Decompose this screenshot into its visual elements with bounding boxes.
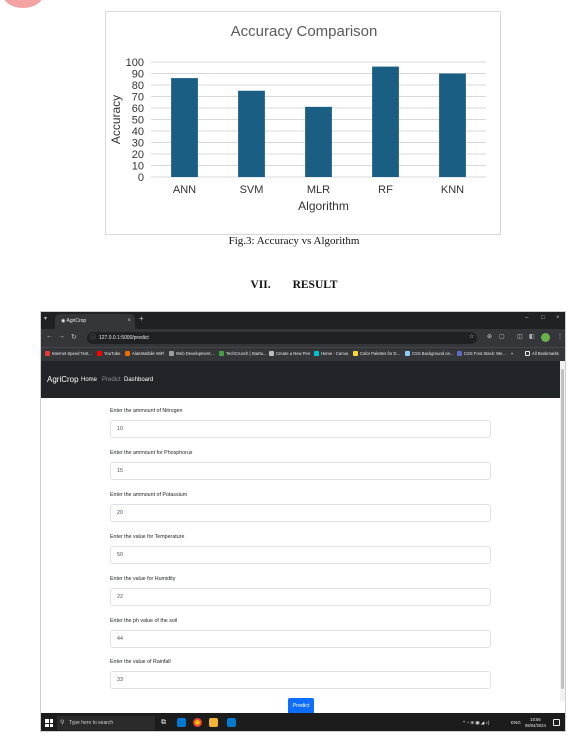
x-axis-label: Algorithm <box>298 199 349 213</box>
profile-avatar[interactable] <box>541 333 550 342</box>
y-tick-label: 80 <box>131 80 144 92</box>
y-tick-label: 100 <box>125 57 144 69</box>
phosphorus-label: Enter the ammount for Phosphorus <box>110 450 193 456</box>
bookmarks-overflow[interactable]: » <box>511 351 514 356</box>
ph-label: Enter the ph value of the soil <box>110 618 178 624</box>
bar-svm <box>238 91 265 177</box>
section-number: VII. <box>250 279 271 291</box>
file-explorer-icon[interactable] <box>209 718 218 727</box>
youtube-icon <box>97 351 102 356</box>
x-tick-label: SVM <box>239 184 264 196</box>
app-brand[interactable]: AgriCrop <box>47 375 79 384</box>
bookmark-item[interactable]: CSS Background on... <box>405 351 453 356</box>
figure-caption: Fig.3: Accuracy vs Algorithm <box>228 235 360 247</box>
forward-icon[interactable]: → <box>58 333 65 340</box>
extensions-puzzle-icon[interactable]: ▢ <box>499 334 505 340</box>
site-info-icon[interactable]: ⓘ <box>90 335 97 341</box>
ph-input[interactable]: 44 <box>110 630 491 648</box>
browser-titlebar <box>41 312 566 329</box>
tab-group-icon[interactable]: ◫ <box>517 334 523 340</box>
humidity-label: Enter the value for Humidity <box>110 576 176 582</box>
bar-knn <box>439 74 466 178</box>
vscode-app-icon[interactable] <box>227 718 236 727</box>
predict-button[interactable]: Predict <box>288 698 314 714</box>
rainfall-label: Enter the value of Rainfall <box>110 659 171 665</box>
bookmark-favicon-icon <box>45 351 50 356</box>
app-screenshot <box>40 311 566 732</box>
page-scrollbar[interactable] <box>560 361 565 701</box>
language-indicator[interactable]: ENG <box>511 720 521 725</box>
search-icon: ⚲ <box>60 720 65 726</box>
y-axis-label: Accuracy <box>109 94 123 145</box>
section-heading <box>0 279 588 291</box>
canva-icon <box>314 351 319 356</box>
nitrogen-label: Enter the ammount of Nitrogen <box>110 408 183 414</box>
nitrogen-input[interactable]: 10 <box>110 420 491 438</box>
address-bar <box>41 329 566 347</box>
potassium-input[interactable]: 20 <box>110 504 491 522</box>
humidity-input[interactable]: 22 <box>110 588 491 606</box>
bookmarks-bar <box>41 347 566 361</box>
system-tray-icons[interactable]: ^ ◔ ⊕ ▣ ◢ ♪) <box>463 720 490 725</box>
x-tick-label: KNN <box>440 184 465 196</box>
y-tick-label: 60 <box>131 103 144 115</box>
all-bookmarks[interactable]: All Bookmarks <box>525 351 559 356</box>
browser-tab[interactable] <box>55 314 135 329</box>
accuracy-chart <box>105 11 501 235</box>
bookmark-item[interactable]: Web Development... <box>169 351 214 356</box>
browser-menu-icon[interactable]: ⋮ <box>557 334 563 340</box>
potassium-label: Enter the ammount of Potassium <box>110 492 188 498</box>
y-tick-label: 90 <box>131 68 144 81</box>
new-tab-icon[interactable]: + <box>139 314 144 323</box>
rainfall-input[interactable]: 33 <box>110 671 491 689</box>
phosphorus-input[interactable]: 15 <box>110 462 491 480</box>
nav-predict[interactable]: Predict <box>102 377 121 383</box>
url-field[interactable] <box>87 332 477 344</box>
bookmark-item[interactable]: YouTube <box>97 351 120 356</box>
bookmark-favicon-icon <box>353 351 358 356</box>
y-tick-label: 20 <box>131 149 144 161</box>
nav-home[interactable]: Home <box>81 377 98 383</box>
y-tick-label: 70 <box>131 91 144 104</box>
clock-time: 10:56 <box>530 717 541 722</box>
bookmark-item[interactable]: Create a New Pen <box>269 351 310 356</box>
windows-taskbar <box>41 713 566 732</box>
corner-decoration <box>0 0 60 8</box>
temperature-input[interactable]: 50 <box>110 546 491 564</box>
chart-title: Accuracy Comparison <box>230 23 378 40</box>
bar-ann <box>171 78 198 177</box>
reload-icon[interactable]: ↻ <box>71 334 77 341</box>
temperature-label: Enter the value for Temperature <box>110 534 185 540</box>
bookmark-item[interactable]: Home - Canva <box>314 351 348 356</box>
folder-icon <box>525 351 530 356</box>
bookmark-item[interactable]: CSS Font Stack: We... <box>457 351 506 356</box>
extension-icon[interactable]: ⊕ <box>487 334 493 340</box>
maximize-icon[interactable]: □ <box>541 315 545 321</box>
scrollbar-thumb[interactable] <box>561 369 564 689</box>
taskbar-clock[interactable] <box>525 717 546 729</box>
back-icon[interactable]: ← <box>46 333 53 340</box>
tab-title: AgriCrop <box>66 318 87 324</box>
bookmark-favicon-icon <box>169 351 174 356</box>
bar-rf <box>372 67 399 177</box>
x-tick-label: MLR <box>306 184 331 196</box>
nav-dashboard[interactable]: Dashboard <box>124 377 154 383</box>
bookmark-item[interactable]: Internet Speed Test... <box>45 351 92 356</box>
bookmark-favicon-icon <box>457 351 462 356</box>
y-tick-label: 0 <box>137 172 144 184</box>
task-view-icon[interactable]: ⧉ <box>161 719 166 726</box>
bookmark-item[interactable]: TechCrunch | Startu... <box>219 351 266 356</box>
tab-favicon-icon: ◉ <box>61 318 67 324</box>
tab-close-icon[interactable]: × <box>127 318 131 324</box>
url-text: 127.0.0.1:5000/predict <box>99 335 149 341</box>
minimize-icon[interactable]: – <box>525 315 529 321</box>
section-title: RESULT <box>292 279 338 291</box>
codepen-icon <box>269 351 274 356</box>
taskbar-search-placeholder: Type here to search <box>69 720 114 726</box>
bookmark-item[interactable]: AlansMobile WiFi <box>125 351 164 356</box>
bookmark-favicon-icon <box>125 351 130 356</box>
tab-search-icon[interactable]: ▾ <box>44 316 48 322</box>
taskbar-search[interactable] <box>57 716 155 730</box>
close-window-icon[interactable]: × <box>556 315 560 321</box>
chrome-app-icon[interactable] <box>193 718 202 727</box>
notification-icon[interactable] <box>553 719 560 726</box>
windows-start-icon[interactable] <box>45 719 53 727</box>
x-tick-label: ANN <box>172 184 197 196</box>
y-tick-label: 40 <box>131 126 144 138</box>
bar-mlr <box>305 107 332 177</box>
sidebar-icon[interactable]: ◧ <box>529 334 535 340</box>
accuracy-chart-svg <box>106 12 502 236</box>
y-tick-label: 50 <box>131 114 144 127</box>
app-navbar <box>41 361 566 398</box>
bookmark-favicon-icon <box>219 351 224 356</box>
y-tick-label: 10 <box>131 160 144 173</box>
y-tick-label: 30 <box>131 137 144 150</box>
bookmark-item[interactable]: Color Palettes for D... <box>353 351 400 356</box>
bookmark-favicon-icon <box>405 351 410 356</box>
mail-app-icon[interactable] <box>177 718 186 727</box>
clock-date: 08/04/2024 <box>525 723 546 728</box>
bookmark-star-icon[interactable]: ☆ <box>469 334 475 340</box>
x-tick-label: RF <box>378 184 393 196</box>
